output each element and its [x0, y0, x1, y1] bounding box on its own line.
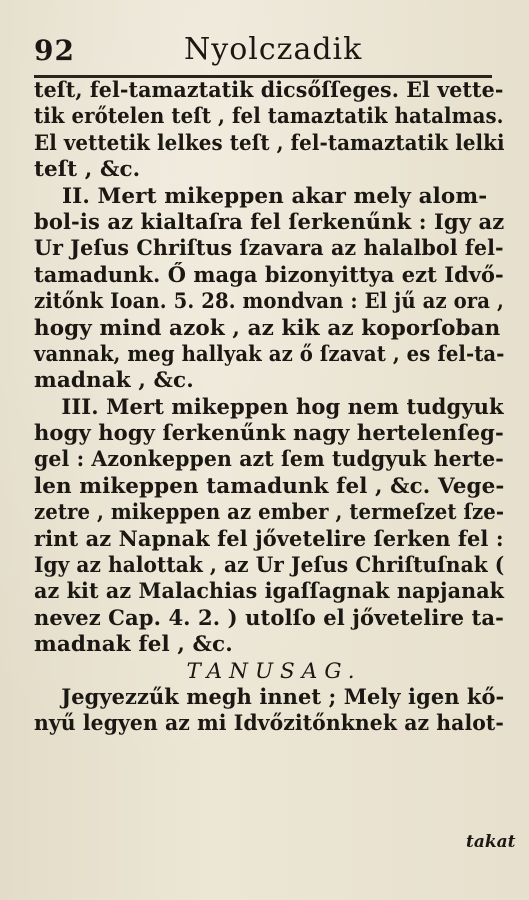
text-line: hogy hogy ſerkenűnk nagy hertelenſeg- — [34, 421, 504, 447]
text-line: gel : Azonkeppen azt ſem tudgyuk herte- — [34, 447, 504, 473]
text-line: bol-is az kialtaſra fel ſerkenűnk : Igy az — [34, 209, 505, 235]
page-header — [34, 30, 494, 70]
text-line: rint az Napnak fel jővetelire ſerken fel : — [34, 526, 504, 552]
text-line: az kit az Malachias igaſſagnak napjanak — [34, 579, 505, 605]
text-line: len mikeppen tamadunk fel , &c. Vege- — [34, 473, 505, 499]
text-line: Ur Jeſus Chriſtus ſzavara az halalbol fel- — [34, 236, 504, 262]
body-text — [34, 78, 504, 738]
text-line: Igy az halottak , az Ur Jeſus Chriſtuſnak ( — [34, 553, 505, 579]
text-line: hogy mind azok , az kik az koporſoban — [34, 315, 501, 341]
text-line: zitőnk Ioan. 5. 28. mondvan : El jű az ora , — [34, 289, 504, 315]
paragraph-2-start: II. Mert mikeppen akar mely alom- — [62, 183, 488, 209]
text-line: madnak fel , &c. — [34, 632, 233, 658]
page-number: 92 — [34, 34, 75, 67]
text-line: zetre , mikeppen az ember , termeſzet ſze- — [34, 500, 505, 526]
paragraph-4-start: Jegyezzűk megh innet ; Mely igen kő- — [61, 684, 505, 710]
text-line: madnak , &c. — [34, 368, 194, 394]
text-line: El vettetik lelkes teſt , fel-tamaztatik lelki — [34, 130, 505, 156]
running-title: Nyolczadik — [184, 32, 363, 67]
catchword: takat — [466, 832, 516, 852]
text-line: nyű legyen az mi Idvőzitőnknek az halot- — [34, 711, 504, 737]
text-line: teſt, fel-tamaztatik dicsőſſeges. El vette- — [34, 78, 504, 103]
text-line: teſt , &c. — [34, 157, 141, 183]
text-line: nevez Cap. 4. 2. ) utolſo el jővetelire ta- — [34, 605, 504, 631]
text-line: tamadunk. Ő maga bizonyittya ezt Idvő- — [34, 262, 504, 288]
text-line: vannak, meg hallyak az ő ſzavat , es fel-ta- — [34, 341, 505, 367]
section-heading: TANUSAG. — [186, 658, 362, 684]
paragraph-3-start: III. Mert mikeppen hog nem tudgyuk — [61, 394, 504, 420]
text-line: tik erőtelen teſt , fel tamaztatik hatalmas. — [34, 104, 504, 130]
